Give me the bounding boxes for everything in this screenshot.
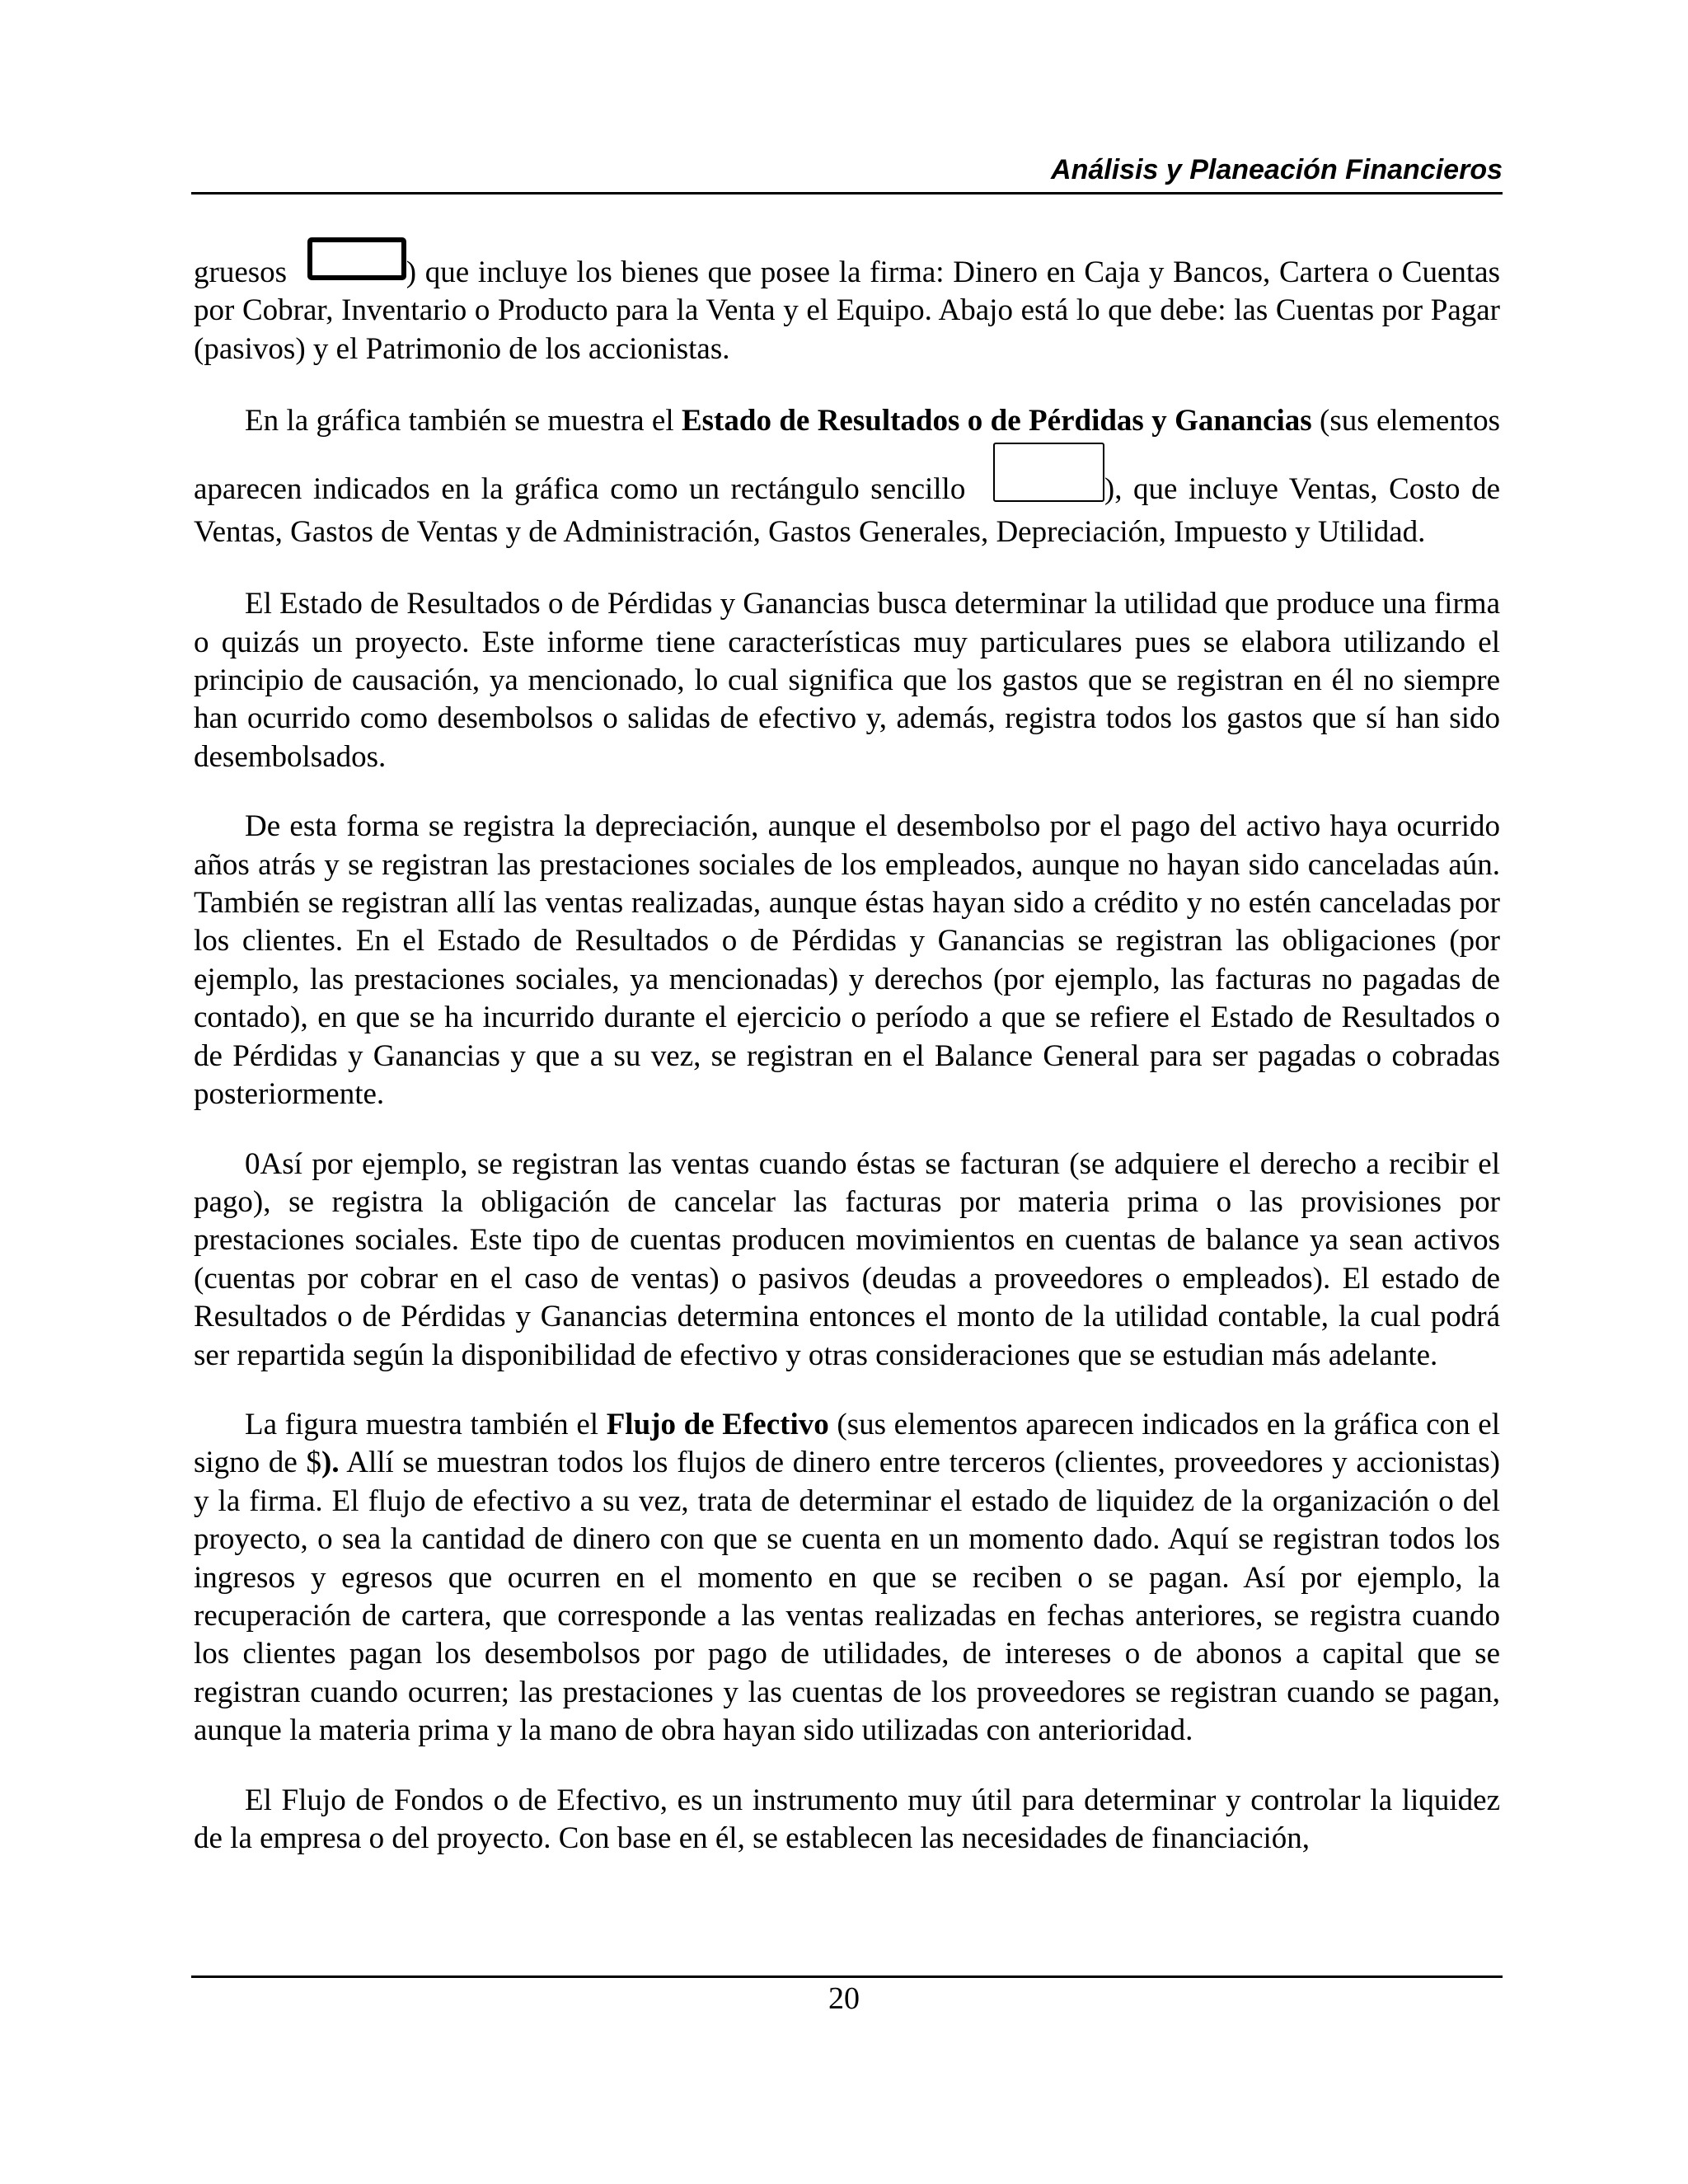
paragraph-2-text-c: ), que incluye Ventas, Costo de Ventas, Gastos de Ventas y de Administración, Gastos Generales, Depreciación, Impuesto y Utilidad. (194, 472, 1501, 550)
paragraph-7: El Flujo de Fondos o de Efectivo, es un instrumento muy útil para determinar y controlar la liquidez de la empresa o del proyecto. Con base en él, se establecen las necesidades de financiación, (194, 1783, 1500, 1855)
footer-rule (191, 1975, 1503, 1978)
paragraph-6-bold-term: Flujo de Efectivo (606, 1407, 829, 1441)
paragraph-2-text-b: (sus elementos aparecen indicados en la gráfica como un rectángulo sencillo (194, 404, 1501, 507)
paragraph-2-text-a: En la gráfica también se muestra el (245, 404, 682, 438)
paragraph-6-bold-punct: ). (321, 1446, 340, 1480)
page-number: 20 (828, 1981, 860, 2016)
paragraph-3: El Estado de Resultados o de Pérdidas y Ganancias busca determinar la utilidad que produce una firma o quizás un proyecto. Este informe tiene características muy particulares pues se elabora utilizando el principio de causación, ya mencionado, lo cual significa que los gastos que se registran en él no siempre han ocurrido como desembolsos o salidas de efectivo y, además, registra todos los gastos que sí han sido desembolsados. (194, 587, 1500, 774)
running-header-title: Análisis y Planeación Financieros (1051, 154, 1503, 185)
paragraph-2-bold-term: Estado de Resultados o de Pérdidas y Ganancias (681, 404, 1312, 438)
thin-rectangle-symbol (993, 443, 1104, 502)
paragraph-5: 0Así por ejemplo, se registran las ventas cuando éstas se facturan (se adquiere el derecho a recibir el pago), se registra la obligación de cancelar las facturas por materia prima o las provisiones por prestaciones sociales. Este tipo de cuentas producen movimientos en cuentas de balance ya sean activos (cuentas por cobrar en el caso de ventas) o pasivos (deudas a proveedores o empleados). El estado de Resultados o de Pérdidas y Ganancias determina entonces el monto de la utilidad contable, la cual podrá ser repartida según la disponibilidad de efectivo y otras consideraciones que se estudian más adelante. (194, 1146, 1500, 1372)
paragraph-4: De esta forma se registra la depreciación, aunque el desembolso por el pago del activo haya ocurrido años atrás y se registran las prestaciones sociales de los empleados, aunque no hayan sido canceladas aún. También se registran allí las ventas realizadas, aunque éstas hayan sido a crédito y no estén canceladas por los clientes. En el Estado de Resultados o de Pérdidas y Ganancias se registran las obligaciones (por ejemplo, las prestaciones sociales, ya mencionadas) y derechos (por ejemplo, las facturas no pagadas de contado), en que se ha incurrido durante el ejercicio o período a que se refiere el Estado de Resultados o de Pérdidas y Ganancias y que a su vez, se registran en el Balance General para ser pagadas o cobradas posteriormente. (194, 809, 1500, 1112)
thick-rectangle-symbol (307, 237, 406, 280)
paragraph-1-lead: gruesos (194, 255, 296, 289)
body-text (194, 237, 1500, 1889)
paragraph-1 (194, 237, 1500, 368)
paragraph-6 (194, 1406, 1500, 1750)
paragraph-2 (194, 400, 1500, 554)
paragraph-6-text-c: Allí se muestran todos los flujos de dinero entre terceros (clientes, proveedores y accionistas) y la firma. El flujo de efectivo a su vez, trata de determinar el estado de liquidez de la organización o del proyecto, o sea la cantidad de dinero con que se cuenta en un momento dado. Aquí se registran todos los ingresos y egresos que ocurren en el momento en que se reciben o se pagan. Así por ejemplo, la recuperación de cartera, que corresponde a las ventas realizadas en fechas anteriores, se registra cuando los clientes pagan los desembolsos por pago de utilidades, de intereses o de abonos a capital que se registran cuando ocurren; las prestaciones y las cuentas de los proveedores se registran cuando se pagan, aunque la materia prima y la mano de obra hayan sido utilizadas con anterioridad. (194, 1446, 1500, 1748)
paragraph-6-text-b: (sus elementos aparecen indicados en la gráfica con el signo de $ (194, 1407, 1500, 1480)
paragraph-1-text: ) que incluye los bienes que posee la firma: Dinero en Caja y Bancos, Cartera o Cuentas por Cobrar, Inventario o Producto para la Venta y el Equipo. Abajo está lo que debe: las Cuentas por Pagar (pasivos) y el Patrimonio de los accionistas. (194, 255, 1500, 366)
header-rule (191, 192, 1503, 194)
paragraph-6-text-a: La figura muestra también el (245, 1407, 607, 1441)
